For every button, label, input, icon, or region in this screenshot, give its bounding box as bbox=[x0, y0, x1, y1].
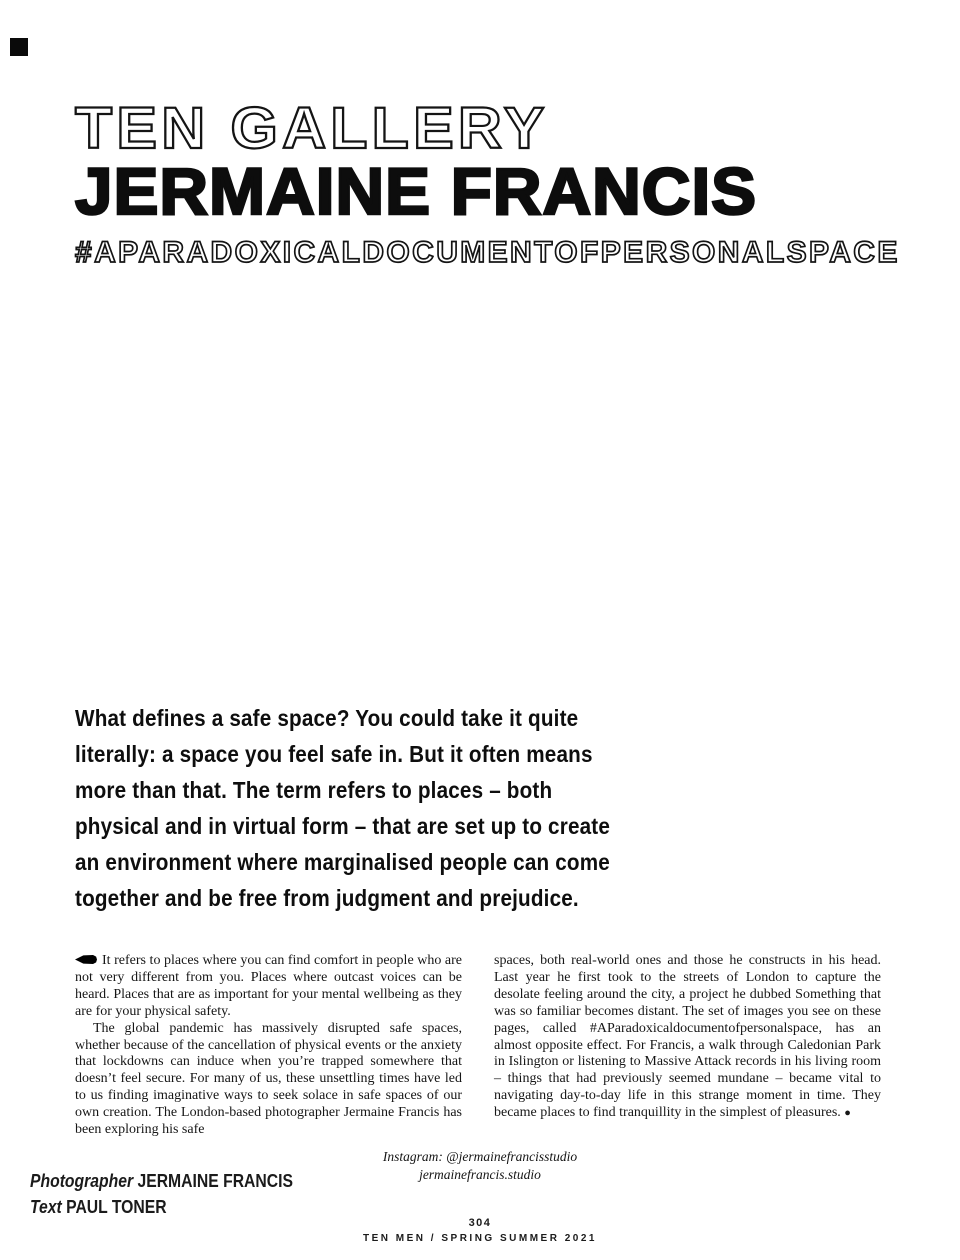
arrow-bullet-icon bbox=[75, 955, 97, 964]
intro-line: together and be free from judgment and prejudice. bbox=[75, 885, 579, 911]
body-paragraph-text: The global pandemic has massively disrupted safe spaces, whether because of the cancellation of physical events or the anxiety that lockdowns can induce when you’re trapped somewhere that doesn’t feel secure. For many of us, these unsettling times have led to us finding imaginative ways to seek solace in safe spaces of our own creation. The London-based photographer Jermaine Francis has been exploring his safe bbox=[75, 1020, 462, 1138]
publication-footer: TEN MEN / SPRING SUMMER 2021 bbox=[363, 1233, 597, 1244]
intro-line: What defines a safe space? You could take it quite bbox=[75, 705, 579, 731]
intro-line: an environment where marginalised people can come bbox=[75, 849, 610, 875]
instagram-handle: Instagram: @jermainefrancisstudio bbox=[382, 1149, 578, 1164]
body-column-left bbox=[75, 953, 462, 1139]
intro-paragraph bbox=[75, 700, 610, 916]
credit-line bbox=[30, 1194, 293, 1220]
intro-line: more than that. The term refers to places – both bbox=[75, 777, 553, 803]
page-title: JERMAINE FRANCIS bbox=[75, 154, 758, 228]
body-paragraph-text: It refers to places where you can find comfort in people who are not very different from you. Places where outcast voices can be heard. Places that are as important for your mental wellbeing as they are for your physical safety. bbox=[75, 953, 462, 1019]
body-paragraph bbox=[75, 953, 462, 1021]
intro-line: physical and in virtual form – that are set up to create bbox=[75, 813, 611, 839]
end-dot-icon: ● bbox=[844, 1107, 851, 1120]
credit-role: Photographer bbox=[30, 1170, 134, 1191]
body-paragraph-text: spaces, both real-world ones and those he constructs in his head. Last year he first took to the streets of London to capture the desolate feeling around the city, a project he dubbed Something that was so familiar becomes distant. The set of images you see on these pages, called #AParadoxicaldocumentofpersonalspace, has an almost opposite effect. For Francis, a walk through Caledonian Park in Islington or listening to Massive Attack records in his living room – things that had previously seemed mundane – became vital to navigating day-to-day life in this strange moment in time. They became places to find tranquillity in the simplest of pleasures. bbox=[494, 953, 881, 1121]
contact-block bbox=[0, 1148, 960, 1183]
body-column-right bbox=[494, 953, 881, 1139]
hashtag-subtitle: #APARADOXICALDOCUMENTOFPERSONALSPACE bbox=[75, 236, 900, 269]
website-url: jermainefrancis.studio bbox=[419, 1166, 541, 1182]
section-kicker: TEN GALLERY bbox=[75, 96, 549, 161]
corner-square-mark bbox=[10, 38, 28, 56]
intro-line: literally: a space you feel safe in. But it often means bbox=[75, 741, 593, 767]
page-number: 304 bbox=[468, 1217, 492, 1229]
body-paragraph bbox=[494, 953, 881, 1122]
credit-name: JERMAINE FRANCIS bbox=[133, 1170, 293, 1191]
credit-name: PAUL TONER bbox=[61, 1195, 167, 1217]
body-paragraph bbox=[75, 1021, 462, 1139]
credit-role: Text bbox=[30, 1195, 62, 1217]
body-text bbox=[75, 953, 881, 1139]
